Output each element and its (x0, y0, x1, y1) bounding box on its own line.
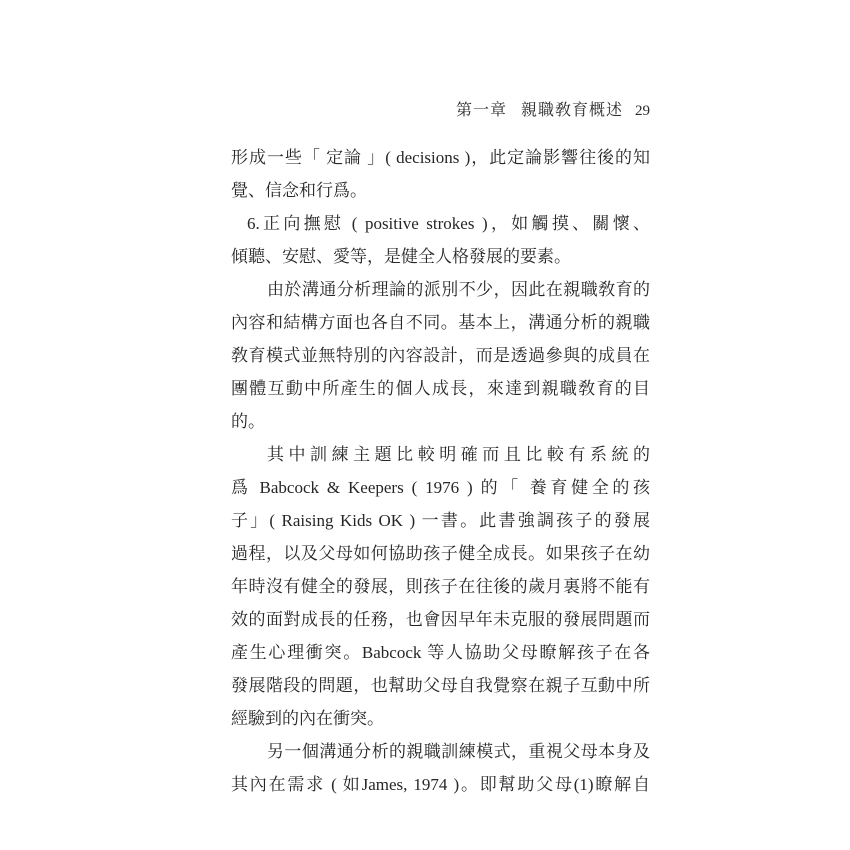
text-line: 爲 Babcock & Keepers ( 1976 ) 的「 養育健全的孩 (231, 478, 650, 497)
text-line: 其內在需求 ( 如James, 1974 )。即幫助父母(1)瞭解自 (231, 775, 650, 794)
text-line: 傾聽、安慰、愛等，是健全人格發展的要素。 (231, 247, 571, 266)
chapter-title: 親職敎育概述 (520, 102, 623, 119)
text-line: 發展階段的問題，也幫助父母自我覺察在親子互動中所 (231, 676, 650, 695)
text-line: 的。 (231, 412, 265, 431)
text-line: 內容和結構方面也各自不同。基本上，溝通分析的親職 (231, 313, 650, 332)
text-line: 經驗到的內在衝突。 (231, 709, 384, 728)
text-line: 6.正向撫慰 ( positive strokes )，如觸摸、關懷、 (247, 214, 650, 233)
text-line: 過程，以及父母如何協助孩子健全成長。如果孩子在幼 (231, 544, 650, 563)
text-line: 其中訓練主題比較明確而且比較有系統的 (267, 445, 650, 464)
chapter-label: 第一章 (455, 102, 507, 119)
text-line: 敎育模式並無特別的內容設計，而是透過參與的成員在 (231, 346, 650, 365)
text-line: 由於溝通分析理論的派別不少，因此在親職敎育的 (267, 280, 650, 299)
text-line: 另一個溝通分析的親職訓練模式，重視父母本身及 (267, 742, 650, 761)
text-line: 形成一些「 定論 」( decisions )，此定論影響往後的知 (231, 148, 650, 167)
text-line: 覺、信念和行爲。 (231, 181, 367, 200)
text-line: 團體互動中所產生的個人成長，來達到親職敎育的目 (231, 379, 650, 398)
page-number: 29 (635, 103, 650, 119)
text-line: 效的面對成長的任務，也會因早年未克服的發展問題而 (231, 610, 650, 629)
text-block (231, 141, 650, 801)
text-line: 子」( Raising Kids OK ) 一書。此書強調孩子的發展 (231, 511, 650, 530)
text-line: 年時沒有健全的發展，則孩子在往後的歲月裏將不能有 (231, 577, 650, 596)
running-header (0, 100, 650, 122)
text-line: 產生心理衝突。Babcock 等人協助父母瞭解孩子在各 (231, 643, 650, 662)
